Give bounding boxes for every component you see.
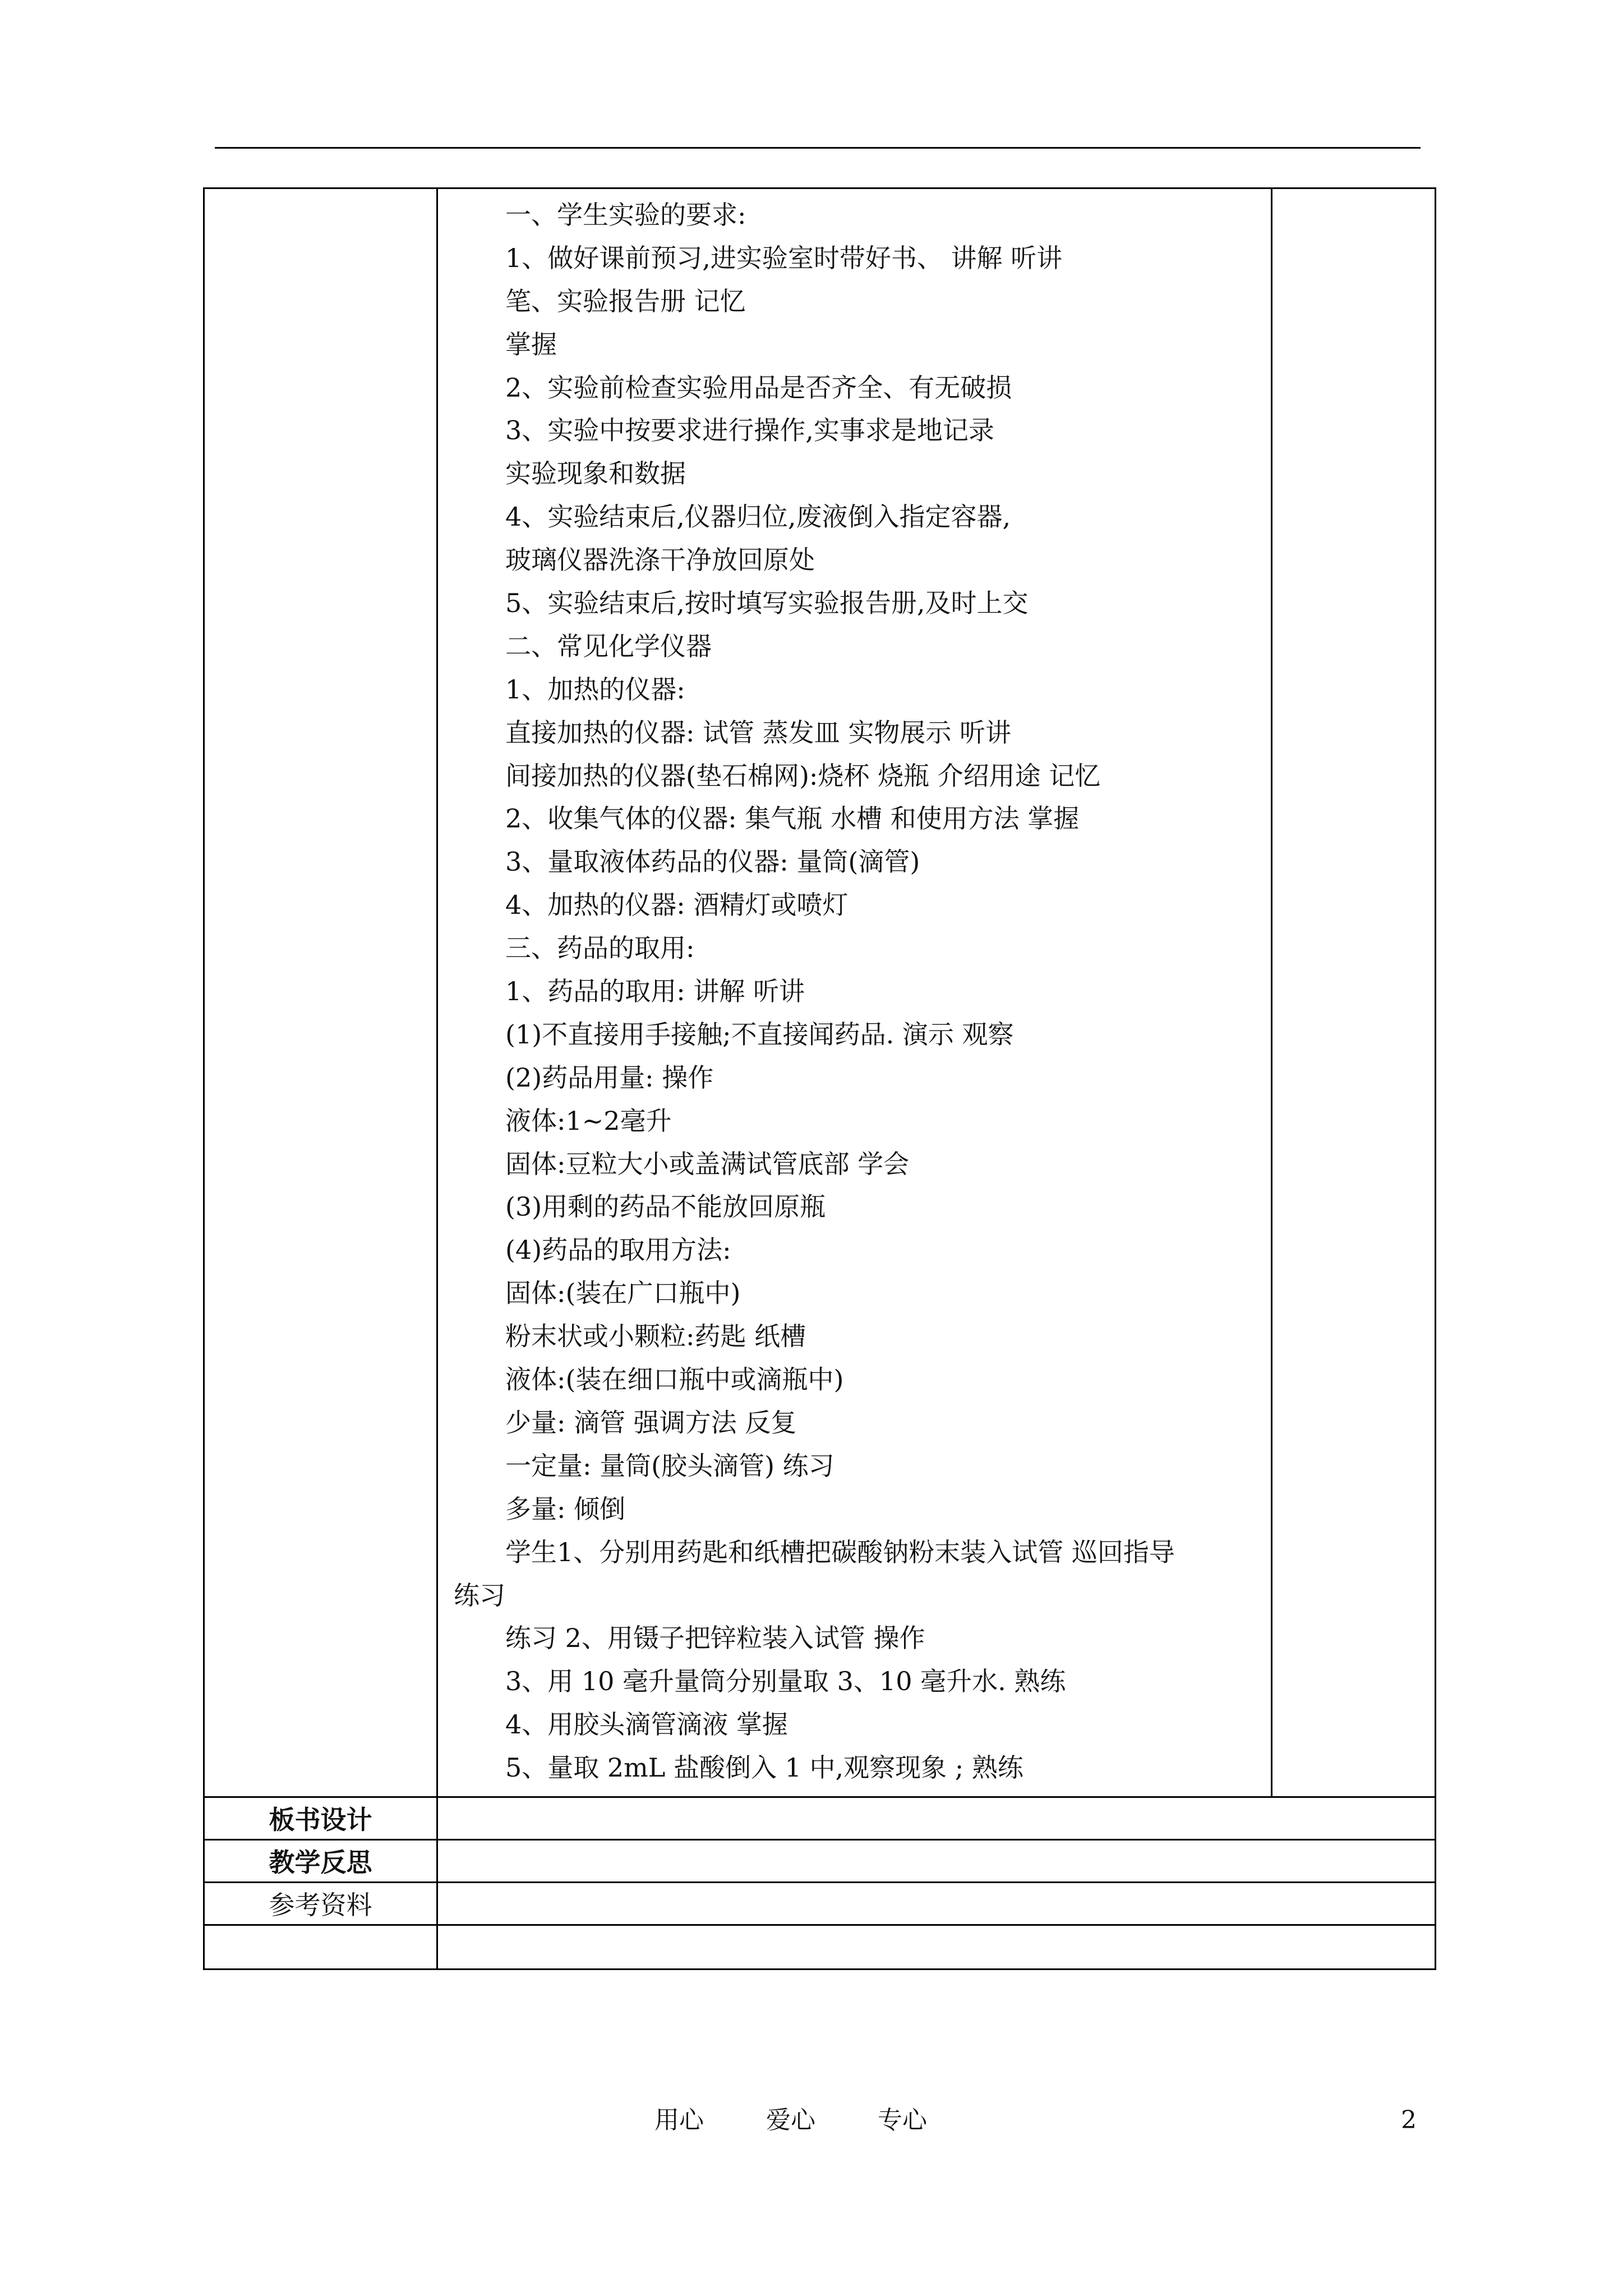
content-line: 学生1、分别用药匙和纸槽把碳酸钠粉末装入试管 巡回指导 — [505, 1536, 1175, 1567]
teaching-reflection-label: 教学反思 — [204, 1839, 437, 1882]
content-line: 固体:(装在广口瓶中) — [505, 1278, 741, 1309]
content-line: 3、量取液体药品的仪器: 量筒(滴管) — [505, 846, 920, 877]
content-line: 液体:(装在细口瓶中或滴瓶中) — [505, 1364, 844, 1395]
references-value — [437, 1882, 1436, 1925]
board-design-row — [204, 1797, 1436, 1839]
content-line: 实验现象和数据 — [505, 458, 686, 489]
content-line: 2、实验前检查实验用品是否齐全、有无破损 — [505, 372, 1012, 403]
footer-item-zhuanxin: 专心 — [878, 2106, 927, 2134]
footer-item-aixin: 爱心 — [766, 2106, 815, 2134]
content-line: 液体:1~2毫升 — [505, 1105, 672, 1136]
teaching-reflection-value — [437, 1839, 1436, 1882]
content-line: 一定量: 量筒(胶头滴管) 练习 — [505, 1450, 834, 1481]
board-design-label: 板书设计 — [204, 1797, 437, 1839]
content-line: 2、收集气体的仪器: 集气瓶 水槽 和使用方法 掌握 — [505, 803, 1080, 834]
content-row — [204, 188, 1436, 1797]
teaching-content-cell — [437, 188, 1272, 1797]
content-line: 4、用胶头滴管滴液 掌握 — [505, 1709, 788, 1740]
page-number: 2 — [1401, 2106, 1417, 2134]
empty-row-right — [437, 1925, 1436, 1969]
content-line: 三、药品的取用: — [505, 933, 695, 964]
content-line: 玻璃仪器洗涤干净放回原处 — [505, 545, 815, 576]
content-line: 粉末状或小颗粒:药匙 纸槽 — [505, 1321, 806, 1352]
content-line: 1、药品的取用: 讲解 听讲 — [505, 976, 805, 1007]
header-rule — [215, 147, 1421, 149]
content-line: 多量: 倾倒 — [505, 1493, 626, 1524]
content-line: 掌握 — [505, 329, 557, 360]
content-line: (3)用剩的药品不能放回原瓶 — [505, 1191, 826, 1222]
content-line: 一、学生实验的要求: — [505, 200, 746, 230]
content-line: 5、量取 2mL 盐酸倒入 1 中,观察现象 ; 熟练 — [505, 1752, 1023, 1783]
content-line: 二、常见化学仪器 — [505, 631, 712, 661]
content-line: (1)不直接用手接触;不直接闻药品. 演示 观察 — [505, 1019, 1014, 1050]
content-line: 5、实验结束后,按时填写实验报告册,及时上交 — [505, 588, 1029, 619]
content-line: 固体:豆粒大小或盖满试管底部 学会 — [505, 1148, 910, 1179]
content-line: 少量: 滴管 强调方法 反复 — [505, 1407, 797, 1438]
references-row — [204, 1882, 1436, 1925]
empty-row-left — [204, 1925, 437, 1969]
content-line: 4、加热的仪器: 酒精灯或喷灯 — [505, 890, 849, 921]
content-line: 练习 2、用镊子把锌粒装入试管 操作 — [505, 1623, 925, 1654]
content-line: 4、实验结束后,仪器归位,废液倒入指定容器, — [505, 501, 1011, 532]
board-design-value — [437, 1797, 1436, 1839]
references-label: 参考资料 — [204, 1882, 437, 1925]
content-line: 笔、实验报告册 记忆 — [505, 286, 746, 316]
content-line: 间接加热的仪器(垫石棉网):烧杯 烧瓶 介绍用途 记忆 — [505, 760, 1101, 791]
content-line: 直接加热的仪器: 试管 蒸发皿 实物展示 听讲 — [505, 717, 1011, 748]
content-line: 练习 — [454, 1580, 505, 1611]
right-empty-cell — [1272, 188, 1436, 1797]
content-line: 3、用 10 毫升量筒分别量取 3、10 毫升水. 熟练 — [505, 1666, 1066, 1697]
teaching-reflection-row — [204, 1839, 1436, 1882]
empty-row — [204, 1925, 1436, 1969]
content-line: (2)药品用量: 操作 — [505, 1062, 714, 1093]
lesson-plan-table — [203, 187, 1436, 1970]
content-line: (4)药品的取用方法: — [505, 1235, 731, 1266]
footer-item-yongxin: 用心 — [654, 2106, 704, 2134]
teaching-content-lines — [438, 189, 1271, 1796]
content-line: 1、做好课前预习,进实验室时带好书、 讲解 听讲 — [505, 242, 1063, 273]
left-empty-cell — [204, 188, 437, 1797]
content-line: 3、实验中按要求进行操作,实事求是地记录 — [505, 415, 994, 446]
content-line: 1、加热的仪器: — [505, 674, 685, 705]
